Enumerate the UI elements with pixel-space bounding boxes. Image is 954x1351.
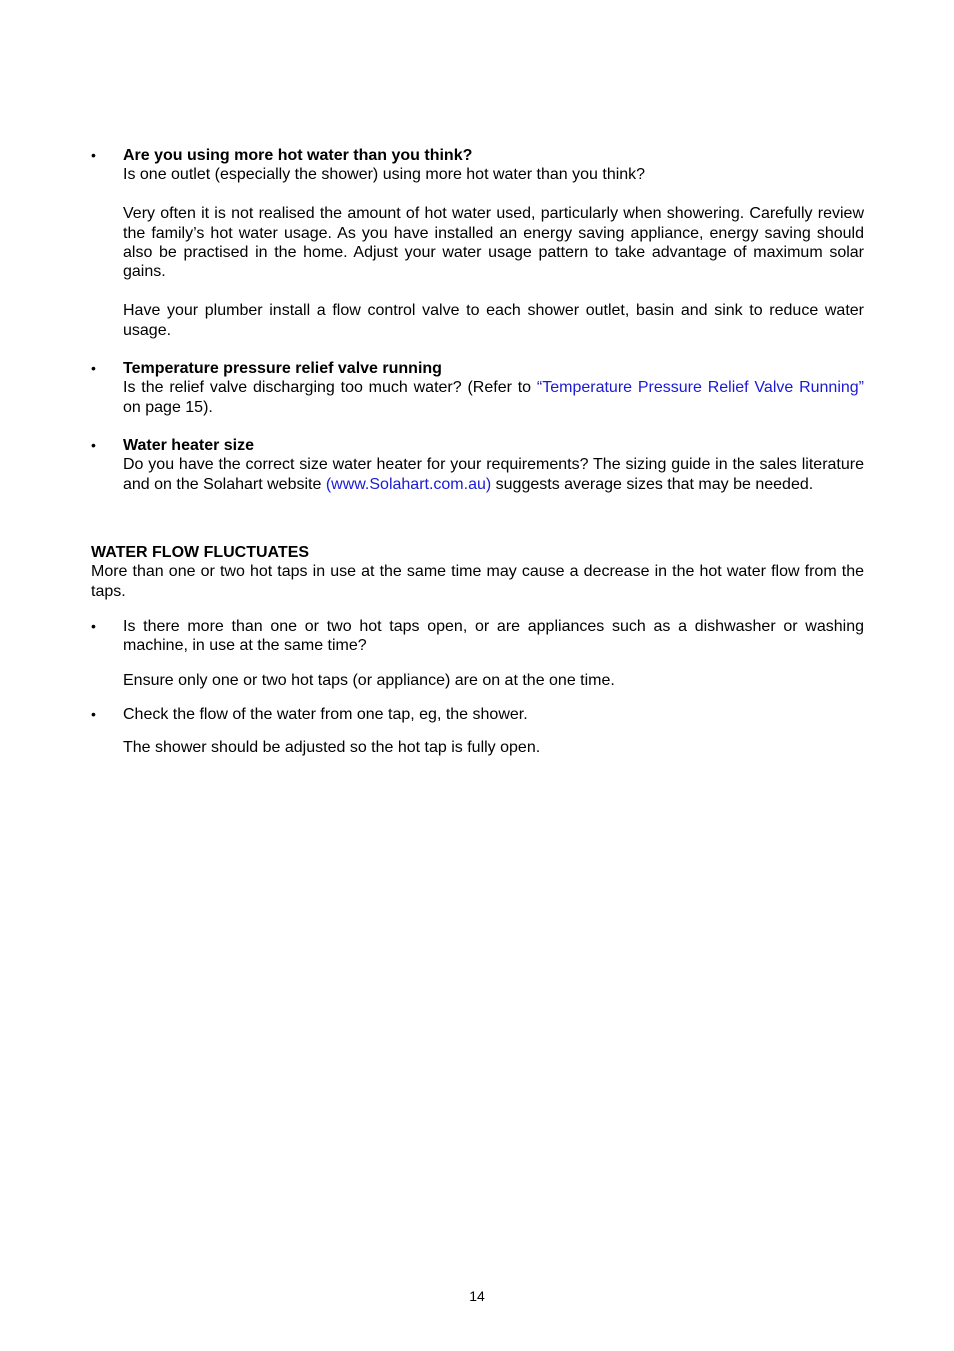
page-reference-link[interactable]: “Temperature Pressure Relief Valve Running” <box>536 379 865 397</box>
item-heading: Are you using more hot water than you think? <box>123 147 473 164</box>
item-text: Is the relief valve discharging too much water? (Refer to “Temperature Pressure Relief Valve Running” on page 15). <box>123 379 865 416</box>
section-heading: WATER FLOW FLUCTUATES <box>91 544 310 561</box>
item-heading: Water heater size <box>123 437 255 454</box>
bullet-icon: • <box>91 147 96 163</box>
bullet-item-relief-valve <box>91 359 864 417</box>
item-followup: The shower should be adjusted so the hot tap is fully open. <box>123 739 541 757</box>
bullet-icon: • <box>91 618 96 634</box>
item-heading: Temperature pressure relief valve running <box>123 360 442 377</box>
item-followup: Ensure only one or two hot taps (or appliance) are on at the one time. <box>123 671 615 689</box>
bullet-item-taps-open <box>91 617 864 690</box>
section-intro: More than one or two hot taps in use at the same time may cause a decrease in the hot water flow from the taps. <box>91 563 864 600</box>
bullet-item-check-flow <box>91 705 864 758</box>
website-link[interactable]: (www.Solahart.com.au) <box>325 475 492 493</box>
section-water-flow <box>91 543 864 601</box>
bullet-icon: • <box>91 360 96 376</box>
item-text: Is one outlet (especially the shower) using more hot water than you think? <box>123 166 646 184</box>
page-number: 14 <box>469 1288 485 1304</box>
item-text: Is there more than one or two hot taps open, or are appliances such as a dishwasher or washing machine, in use at the same time? <box>123 618 864 655</box>
item-paragraph: Have your plumber install a flow control valve to each shower outlet, basin and sink to reduce water usage. <box>123 302 864 339</box>
bullet-item-heater-size <box>91 436 864 494</box>
bullet-item-hot-water-usage <box>91 146 864 340</box>
bullet-icon: • <box>91 706 96 722</box>
item-text: Do you have the correct size water heater for your requirements? The sizing guide in the sales literature and on the Solahart website (www.Solahart.com.au) suggests average sizes that may be needed. <box>123 456 864 493</box>
item-paragraph: Very often it is not realised the amount of hot water used, particularly when showering. Carefully review the family’s hot water usage. As you have installed an energy saving appliance, energy saving should also be practised in the home. Adjust your water usage pattern to take advantage of maximum solar gains. <box>123 205 864 281</box>
bullet-icon: • <box>91 437 96 453</box>
item-text: Check the flow of the water from one tap, eg, the shower. <box>123 706 528 723</box>
